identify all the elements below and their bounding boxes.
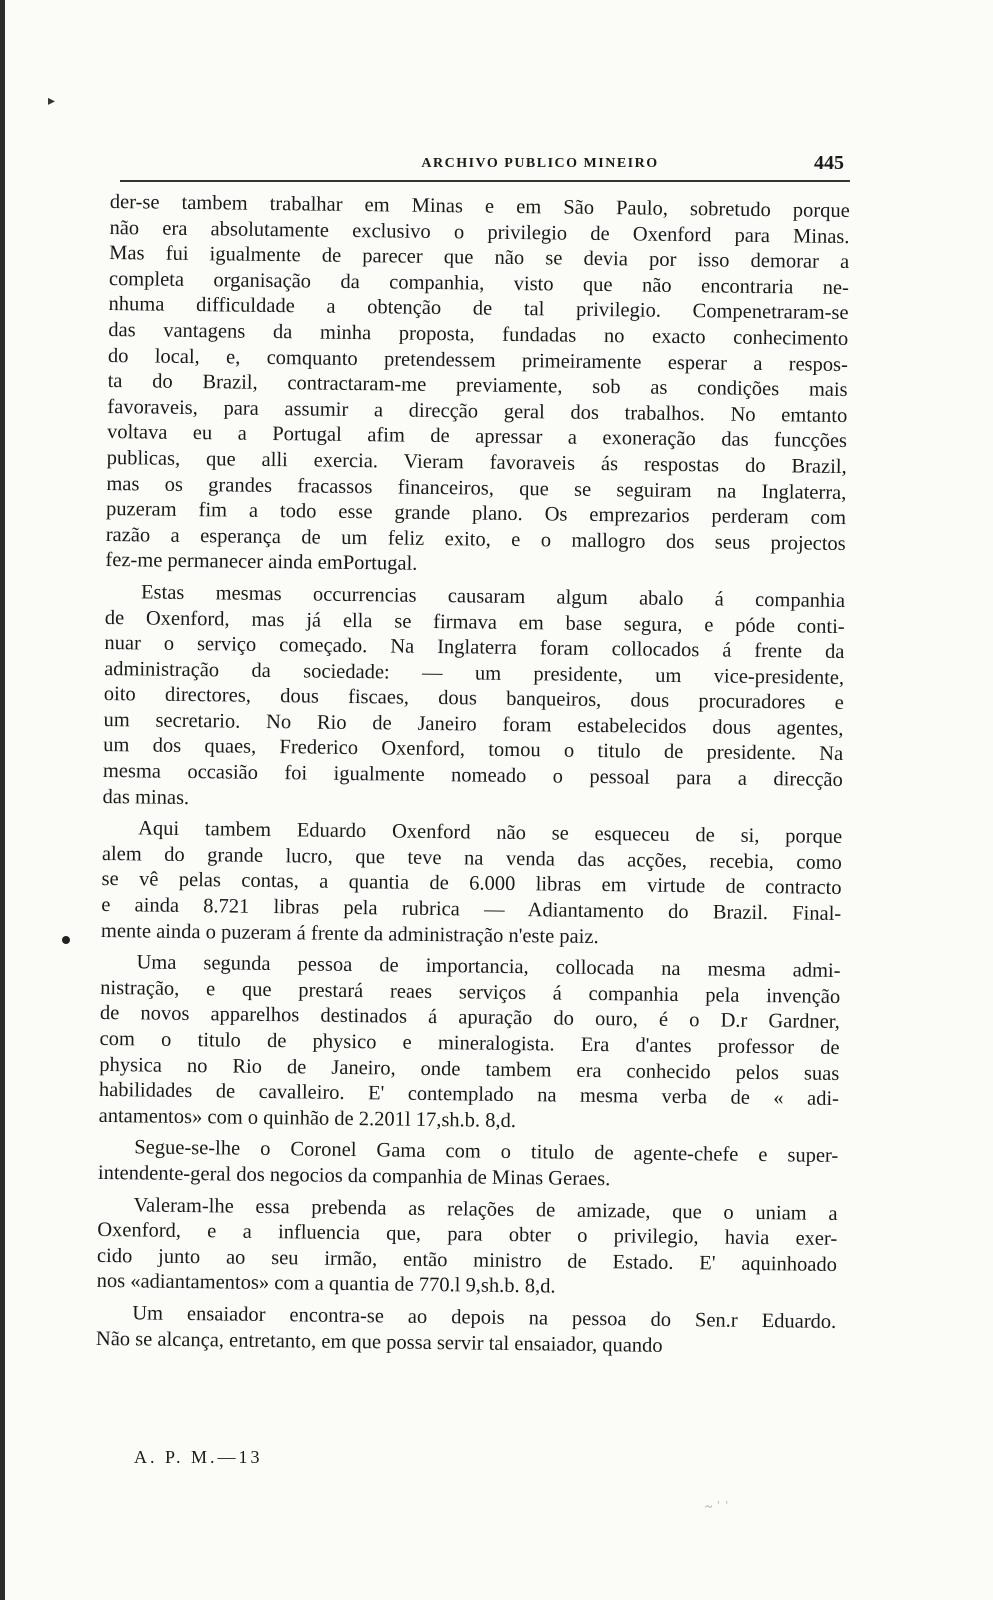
text-line: mesma occasião foi igualmente nomeado o pessoal para a direcção	[102, 760, 843, 792]
text-line: um secretario. No Rio de Janeiro foram estabelecidos dous agentes,	[103, 708, 844, 740]
text-line: puzeram fim a todo esse grande plano. Os emprezarios perderam com	[105, 498, 847, 530]
paragraph	[105, 190, 850, 583]
paragraph	[98, 1135, 839, 1195]
body-text	[96, 190, 850, 1361]
text-line: Segue-se-lhe o Coronel Gama com o titulo de agente-chefe e super-	[134, 1136, 839, 1168]
page-header	[120, 150, 850, 182]
text-line: Valeram-lhe essa prebenda as relações de amizade, que o uniam a	[133, 1193, 838, 1225]
text-line: intendente-geral dos negocios da companhia de Minas Geraes.	[97, 1161, 611, 1191]
running-head: ARCHIVO PUBLICO MINEIRO	[421, 156, 659, 171]
text-line: se vê pelas contas, a quantia de 6.000 libras em virtude de contracto	[101, 868, 842, 900]
text-line: nuar o serviço começado. Na Inglaterra foram collocados á frente da	[104, 632, 845, 664]
text-line: nhuma difficuldade a obtenção de tal privilegio. Compenetraram-se	[108, 293, 849, 325]
text-line: não era absolutamente exclusivo o privilegio de Oxenford para Minas.	[109, 216, 850, 248]
text-line: com o titulo de physico e mineralogista. Era d'antes professor de	[99, 1027, 840, 1059]
page-number: 445	[814, 152, 844, 174]
margin-dot	[62, 936, 70, 944]
signature-mark: A. P. M.—13	[134, 1447, 263, 1467]
page-left-edge	[0, 0, 5, 1600]
text-line: administração da sociedade: — um presidente, um vice-presidente,	[104, 657, 845, 689]
text-line: Aqui tambem Eduardo Oxenford não se esqueceu de si, porque	[138, 817, 843, 849]
text-line: e ainda 8.721 libras pela rubrica — Adiantamento do Brazil. Final-	[101, 893, 842, 926]
text-line: fez-me permanecer ainda emPortugal.	[105, 549, 418, 576]
text-line: completa organisação da companhia, visto que não encontraria ne-	[108, 267, 849, 299]
text-line: Um ensaiador encontra-se ao depois na pessoa do Sen.r Eduardo.	[132, 1302, 837, 1333]
text-line: de novos apparelhos destinados á apuração do ouro, é o D.r Gardner,	[99, 1002, 841, 1034]
text-line: voltava eu a Portugal afim de apressar a exoneração das funcções	[106, 421, 848, 453]
text-line: physica no Rio de Janeiro, onde tambem era conhecido pelos suas	[99, 1053, 840, 1085]
text-line: mente ainda o puzeram á frente da administração n'este paiz.	[100, 919, 599, 948]
text-line: razão a esperança de um feliz exito, e o mallogro dos seus projectos	[105, 523, 846, 555]
paragraph	[102, 580, 845, 819]
text-line: um dos quaes, Frederico Oxenford, tomou o titulo de presidente. Na	[103, 734, 844, 766]
margin-mark: ▸	[48, 94, 56, 109]
text-line: cido junto ao seu irmão, então ministro de Estado. E' aquinhoado	[96, 1244, 838, 1276]
text-line: publicas, que alli exercia. Vieram favoraveis ás respostas do Brazil,	[106, 446, 847, 478]
text-line: nos «adiantamentos» com a quantia de 770.l 9,sh.b. 8,d.	[96, 1270, 556, 1298]
text-line: der-se tambem trabalhar em Minas e em São Paulo, sobretudo porque	[109, 190, 850, 223]
text-line: nistração, e que prestará reaes serviços á companhia pela invenção	[100, 976, 841, 1008]
text-line: mas os grandes fracassos financeiros, que se seguiram na Inglaterra,	[106, 472, 847, 504]
text-line: antamentos» com o quinhão de 2.201l 17,sh.b. 8,d.	[98, 1104, 517, 1132]
paragraph	[101, 816, 843, 953]
paragraph	[97, 1192, 838, 1303]
text-line: Estas mesmas occurrencias causaram algum abalo á companhia	[140, 581, 846, 612]
paragraph	[96, 1301, 837, 1361]
text-line: Mas fui igualmente de parecer que não se devia por isso demorar a	[109, 242, 850, 274]
text-line: de Oxenford, mas já ella se firmava em base segura, e póde conti-	[104, 606, 845, 638]
text-line: alem do grande lucro, que teve na venda das acções, recebia, como	[101, 842, 842, 874]
text-line: habilidades de cavalleiro. E' contemplado na mesma verba de « adi-	[98, 1079, 840, 1111]
text-line: Oxenford, e a influencia que, para obter o privilegio, havia exer-	[97, 1219, 838, 1251]
text-line: do local, e, comquanto pretendessem primeiramente esperar a respos-	[107, 344, 849, 376]
text-line: das minas.	[102, 785, 190, 809]
text-line: Não se alcança, entretanto, em que possa servir tal ensaiador, quando	[95, 1327, 663, 1357]
ink-smudge: ~ ʾ ʿ	[705, 1500, 729, 1515]
paragraph	[99, 950, 841, 1138]
text-line: favoraveis, para assumir a direcção geral dos trabalhos. No emtanto	[107, 395, 848, 427]
text-line: oito directores, dous fiscaes, dous banqueiros, dous procuradores e	[103, 683, 844, 715]
text-line: das vantagens da minha proposta, fundadas no exacto conhecimento	[108, 318, 849, 350]
text-line: ta do Brazil, contractaram-me previamente, sob as condições mais	[107, 370, 848, 402]
text-line: Uma segunda pessoa de importancia, collocada na mesma admi-	[136, 951, 841, 983]
